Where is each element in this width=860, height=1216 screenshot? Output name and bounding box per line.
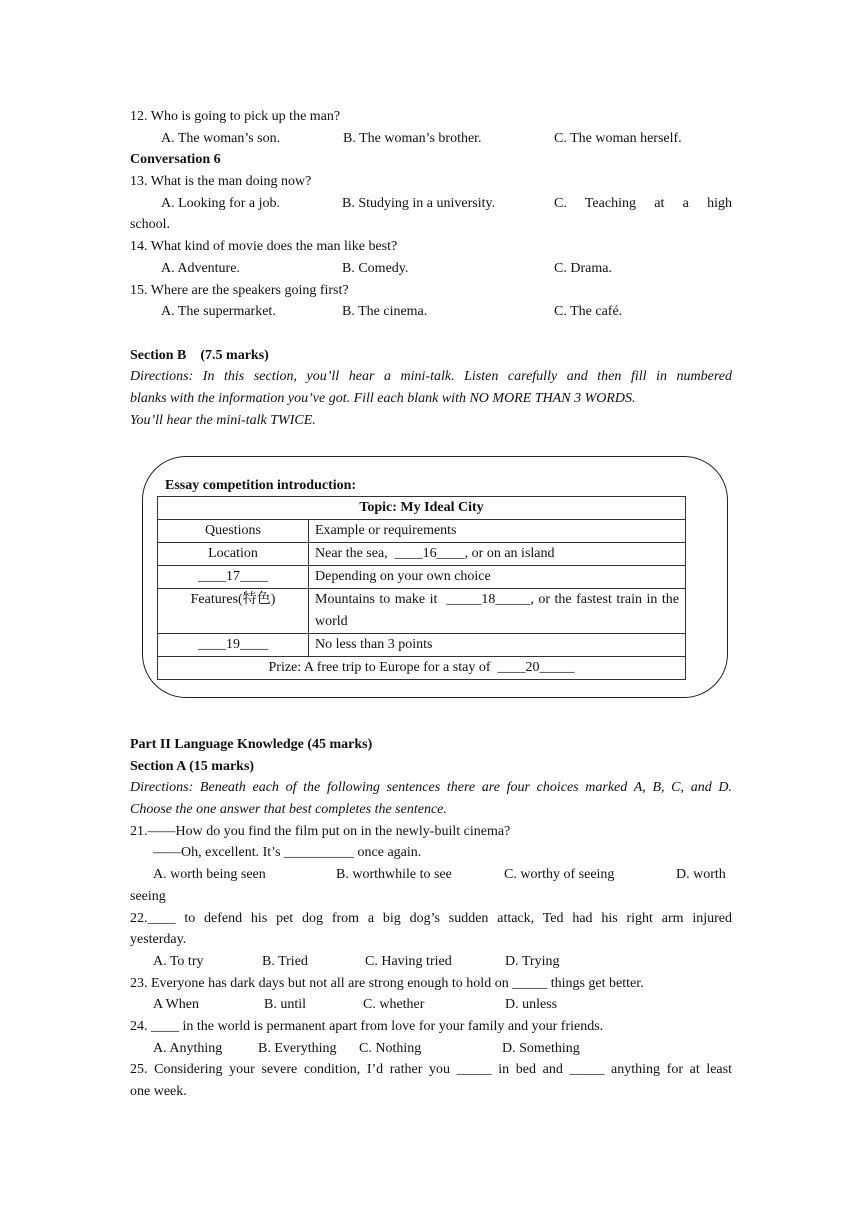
- q24-option-d: D. Something: [502, 1040, 580, 1056]
- table-row: [158, 497, 686, 520]
- q21-option-c: C. worthy of seeing: [504, 867, 615, 883]
- blank-19: ____19____: [158, 634, 309, 657]
- table-row: [158, 566, 686, 589]
- table-row: [158, 520, 686, 543]
- q23-option-d: D. unless: [505, 997, 558, 1013]
- table-row: [158, 589, 686, 634]
- q13-option-c-wrap: school.: [130, 217, 171, 233]
- row-location-label: Location: [158, 543, 309, 566]
- question-21-options: [130, 864, 732, 886]
- q22-option-c: C. Having tried: [365, 953, 452, 969]
- question-13-options: [130, 193, 732, 215]
- essay-heading: Essay competition introduction:: [165, 478, 357, 493]
- essay-prize: Prize: A free trip to Europe for a stay of ____20_____: [158, 657, 686, 680]
- section-b-directions-3: You’ll hear the mini-talk TWICE.: [130, 412, 316, 428]
- table-header-example: Example or requirements: [309, 520, 686, 543]
- table-row: [158, 543, 686, 566]
- q13-option-b: B. Studying in a university.: [342, 195, 496, 211]
- q22-option-a: A. To try: [153, 953, 204, 969]
- q12-option-c: C. The woman herself.: [554, 130, 682, 146]
- part-2-heading: Part II Language Knowledge (45 marks): [130, 737, 373, 752]
- q14-option-b: B. Comedy.: [342, 260, 409, 276]
- q13-option-c: C. Teaching at a high: [554, 195, 732, 211]
- q21-option-d-wrap: seeing: [130, 888, 166, 904]
- q14-option-c: C. Drama.: [554, 260, 612, 276]
- question-23-options: [130, 994, 732, 1016]
- q14-option-a: A. Adventure.: [161, 260, 240, 276]
- section-a-heading: Section A (15 marks): [130, 758, 255, 774]
- q15-option-c: C. The café.: [554, 304, 623, 320]
- q23-option-c: C. whether: [363, 997, 425, 1013]
- q13-option-a: A. Looking for a job.: [161, 195, 280, 211]
- section-b-heading: Section B (7.5 marks): [130, 347, 269, 363]
- essay-table: [157, 496, 686, 680]
- row-19-value: No less than 3 points: [309, 634, 686, 657]
- question-25-stem: 25. Considering your severe condition, I’d rather you _____ in bed and _____ anything for at least: [130, 1062, 732, 1078]
- q21-option-d: D. worth: [676, 867, 726, 883]
- question-21-reply: ——Oh, excellent. It’s __________ once again.: [153, 845, 422, 861]
- table-header-questions: Questions: [158, 520, 309, 543]
- essay-topic: Topic: My Ideal City: [158, 497, 686, 520]
- section-b-directions-2: blanks with the information you’ve got. Fill each blank with NO MORE THAN 3 WORDS.: [130, 390, 636, 406]
- q21-option-b: B. worthwhile to see: [336, 867, 452, 883]
- conversation-6-heading: Conversation 6: [130, 152, 221, 168]
- q12-option-b: B. The woman’s brother.: [343, 130, 482, 146]
- question-24-options: [130, 1038, 732, 1060]
- table-row: [158, 634, 686, 657]
- section-b-directions-1: Directions: In this section, you’ll hear a mini-talk. Listen carefully and then fill in numbered: [130, 369, 732, 385]
- question-24-stem: 24. ____ in the world is permanent apart from love for your family and your friends.: [130, 1018, 604, 1034]
- question-22-options: [130, 951, 732, 973]
- question-13-stem: 13. What is the man doing now?: [130, 174, 312, 190]
- question-14-options: [130, 258, 732, 280]
- q15-option-b: B. The cinema.: [342, 304, 428, 320]
- part-two: [130, 734, 732, 1103]
- q23-option-b: B. until: [264, 997, 307, 1013]
- question-12-options: [130, 128, 732, 150]
- row-features-value: Mountains to make it _____18_____, or the fastest train in the world: [309, 589, 686, 634]
- section-a-directions-1: Directions: Beneath each of the following sentences there are four choices marked A, B, C, and D.: [130, 780, 732, 796]
- question-12-stem: 12. Who is going to pick up the man?: [130, 109, 341, 124]
- document-page: [130, 106, 732, 431]
- question-15-stem: 15. Where are the speakers going first?: [130, 282, 349, 298]
- q12-option-a: A. The woman’s son.: [161, 130, 281, 146]
- q15-option-a: A. The supermarket.: [161, 304, 276, 320]
- section-a-directions-2: Choose the one answer that best completes the sentence.: [130, 802, 447, 818]
- question-22-stem: 22.____ to defend his pet dog from a big dog’s sudden attack, Ted had his right arm injured: [130, 910, 732, 926]
- question-21-stem: 21.——How do you find the film put on in the newly-built cinema?: [130, 823, 511, 839]
- question-23-stem: 23. Everyone has dark days but not all are strong enough to hold on _____ things get better.: [130, 975, 644, 991]
- question-22-wrap: yesterday.: [130, 932, 187, 948]
- question-15-options: [130, 301, 732, 323]
- q21-option-a: A. worth being seen: [153, 867, 266, 883]
- q23-option-a: A When: [153, 997, 200, 1013]
- table-row: [158, 657, 686, 680]
- question-14-stem: 14. What kind of movie does the man like best?: [130, 239, 398, 255]
- row-features-label: Features(特色): [158, 589, 309, 634]
- q24-option-c: C. Nothing: [359, 1040, 422, 1056]
- row-location-value: Near the sea, ____16____, or on an island: [309, 543, 686, 566]
- q24-option-a: A. Anything: [153, 1040, 223, 1056]
- q22-option-b: B. Tried: [262, 953, 308, 969]
- row-17-value: Depending on your own choice: [309, 566, 686, 589]
- q22-option-d: D. Trying: [505, 953, 560, 969]
- q24-option-b: B. Everything: [258, 1040, 337, 1056]
- blank-17: ____17____: [158, 566, 309, 589]
- question-25-wrap: one week.: [130, 1084, 187, 1099]
